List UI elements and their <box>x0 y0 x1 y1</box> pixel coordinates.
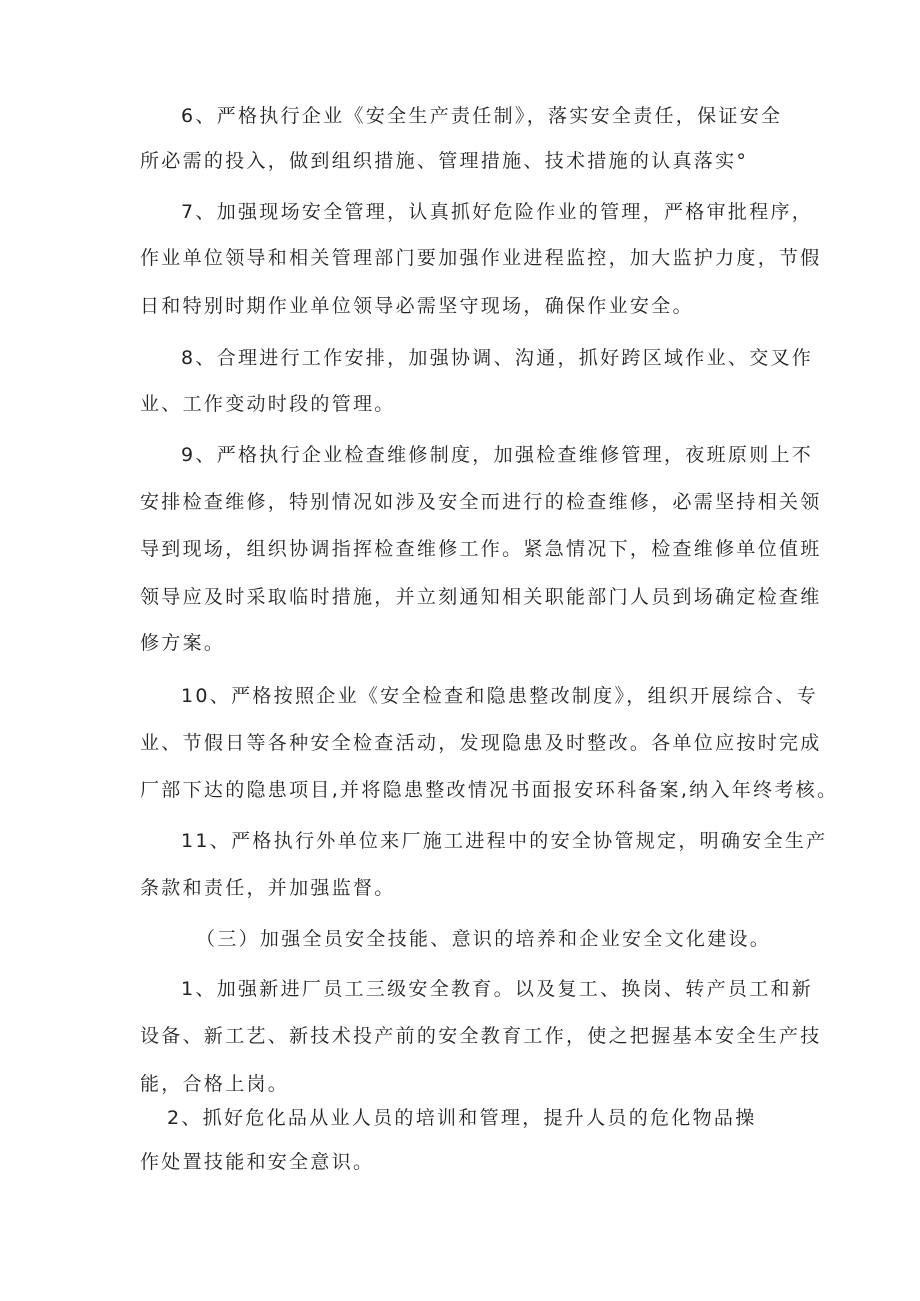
para-7-line-3: 日和特别时期作业单位领导必需坚守现场，确保作业安全。 <box>140 295 694 317</box>
item-1-line-2: 设备、新工艺、新技术投产前的安全教育工作，使之把握基本安全生产技 <box>140 1025 822 1047</box>
para-11-line-2: 条款和责任，并加强监督。 <box>140 877 396 899</box>
para-8-line-2: 业、工作变动时段的管理。 <box>140 393 396 415</box>
para-9-line-3: 导到现场，组织协调指挥检查维修工作。紧急情况下，检查维修单位值班 <box>140 538 822 560</box>
item-2-line-2: 作处置技能和安全意识。 <box>140 1151 375 1173</box>
para-6-line-2: 所必需的投入，做到组织措施、管理措施、技术措施的认真落实° <box>140 150 749 172</box>
para-9-line-4: 领导应及时采取临时措施，并立刻通知相关职能部门人员到场确定检查维 <box>140 586 822 608</box>
para-10-line-3: 厂部下达的隐患项目,并将隐患整改情况书面报安环科备案,纳入年终考核。 <box>140 779 839 801</box>
para-9-line-5: 修方案。 <box>140 632 226 654</box>
item-1-line-1: 1、加强新进厂员工三级安全教育。以及复工、换岗、转产员工和新 <box>181 978 814 1000</box>
para-10-line-1: 10、严格按照企业《安全检查和隐患整改制度》，组织开展综合、专 <box>181 685 818 707</box>
para-9-line-2: 安排检查维修，特别情况如涉及安全而进行的检查维修，必需坚持相关领 <box>140 491 822 513</box>
para-10-line-2: 业、节假日等各种安全检查活动，发现隐患及时整改。各单位应按时完成 <box>140 732 822 754</box>
section-3-heading: （三）加强全员安全技能、意识的培养和企业安全文化建设。 <box>196 928 772 950</box>
para-7-line-2: 作业单位领导和相关管理部门要加强作业进程监控，加大监护力度，节假 <box>140 247 822 269</box>
para-6-line-1: 6、严格执行企业《安全生产责任制》，落实安全责任，保证安全 <box>181 105 783 127</box>
para-7-line-1: 7、加强现场安全管理，认真抓好危险作业的管理，严格审批程序， <box>181 201 814 223</box>
para-9-line-1: 9、严格执行企业检查维修制度，加强检查维修管理，夜班原则上不 <box>181 444 814 466</box>
item-2-line-1: 2、抓好危化品从业人员的培训和管理，提升人员的危化物品操 <box>167 1107 757 1129</box>
para-11-line-1: 11、严格执行外单位来厂施工进程中的安全协管规定，明确安全生产 <box>181 830 828 852</box>
item-1-line-3: 能，合格上岗。 <box>140 1073 290 1095</box>
para-8-line-1: 8、合理进行工作安排，加强协调、沟通，抓好跨区域作业、交叉作 <box>181 347 814 369</box>
